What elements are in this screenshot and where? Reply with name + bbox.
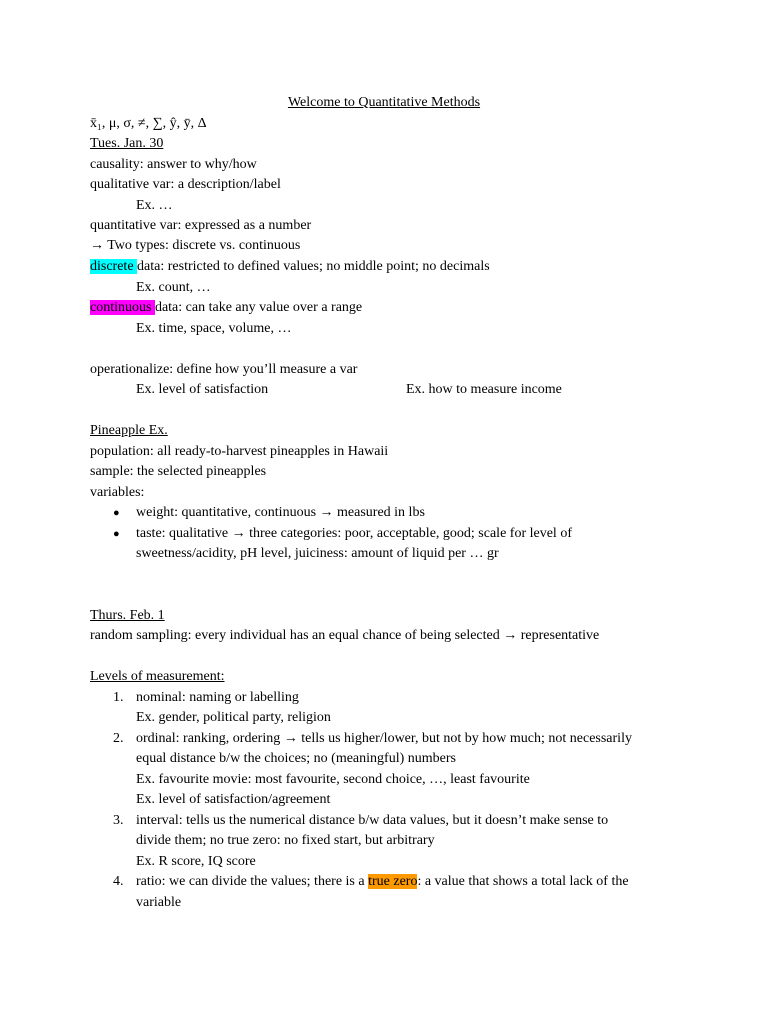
date-heading-feb1: Thurs. Feb. 1 bbox=[90, 608, 165, 623]
ratio-item bbox=[136, 872, 629, 892]
bullet-icon: ● bbox=[113, 528, 120, 540]
causality-line: causality: answer to why/how bbox=[90, 157, 257, 172]
variables-line: variables: bbox=[90, 485, 145, 500]
list-number: 2. bbox=[113, 731, 124, 746]
pineapple-heading: Pineapple Ex. bbox=[90, 423, 168, 438]
operationalize-example-1: Ex. level of satisfaction bbox=[136, 382, 269, 397]
document-title: Welcome to Quantitative Methods bbox=[287, 95, 481, 110]
taste-item: taste: qualitative → three categories: poor, acceptable, good; scale for level of bbox=[136, 526, 572, 541]
nominal-example: Ex. gender, political party, religion bbox=[136, 710, 331, 725]
ratio-item-continued: variable bbox=[136, 895, 182, 910]
continuous-example: Ex. time, space, volume, … bbox=[136, 321, 292, 336]
weight-item: weight: quantitative, continuous → measured in lbs bbox=[136, 505, 425, 520]
ordinal-example-2: Ex. level of satisfaction/agreement bbox=[136, 792, 331, 807]
nominal-item: nominal: naming or labelling bbox=[136, 690, 299, 705]
ordinal-item: ordinal: ranking, ordering → tells us higher/lower, but not by how much; not necessarily bbox=[136, 731, 632, 746]
date-heading-jan30: Tues. Jan. 30 bbox=[90, 136, 164, 151]
interval-example: Ex. R score, IQ score bbox=[136, 854, 256, 869]
interval-item: interval: tells us the numerical distance b/w data values, but it doesn’t make sense to bbox=[136, 813, 609, 828]
symbols-line: x̄₁, μ, σ, ≠, ∑, ŷ, ȳ, Δ bbox=[90, 116, 207, 131]
two-types-line: → Two types: discrete vs. continuous bbox=[90, 238, 301, 253]
levels-heading: Levels of measurement: bbox=[90, 669, 225, 684]
qualitative-line: qualitative var: a description/label bbox=[90, 177, 281, 192]
discrete-highlight: discrete bbox=[90, 259, 138, 274]
ordinal-item-continued: equal distance b/w the choices; no (meaningful) numbers bbox=[136, 751, 456, 766]
bullet-icon: ● bbox=[113, 507, 120, 519]
interval-item-continued: divide them; no true zero: no fixed start, but arbitrary bbox=[136, 833, 435, 848]
ordinal-example-1: Ex. favourite movie: most favourite, second choice, …, least favourite bbox=[136, 772, 530, 787]
population-line: population: all ready-to-harvest pineapples in Hawaii bbox=[90, 444, 389, 459]
sample-line: sample: the selected pineapples bbox=[90, 464, 267, 479]
qualitative-example: Ex. … bbox=[136, 198, 173, 213]
taste-item-continued: sweetness/acidity, pH level, juiciness: amount of liquid per … gr bbox=[136, 546, 499, 561]
true-zero-highlight: true zero bbox=[368, 874, 418, 889]
list-number: 1. bbox=[113, 690, 124, 705]
continuous-highlight: continuous bbox=[90, 300, 155, 315]
continuous-line bbox=[90, 298, 362, 318]
ratio-text-start: ratio: we can divide the values; there is a bbox=[136, 874, 369, 889]
list-number: 3. bbox=[113, 813, 124, 828]
list-number: 4. bbox=[113, 874, 124, 889]
operationalize-example-2: Ex. how to measure income bbox=[406, 382, 562, 397]
discrete-definition: data: restricted to defined values; no middle point; no decimals bbox=[137, 259, 490, 274]
discrete-example: Ex. count, … bbox=[136, 280, 211, 295]
continuous-definition: data: can take any value over a range bbox=[154, 300, 363, 315]
operationalize-line: operationalize: define how you’ll measure a var bbox=[90, 362, 358, 377]
ratio-text-end: : a value that shows a total lack of the bbox=[417, 874, 629, 889]
quantitative-line: quantitative var: expressed as a number bbox=[90, 218, 312, 233]
random-sampling-line: random sampling: every individual has an equal chance of being selected → representative bbox=[90, 628, 600, 643]
discrete-line bbox=[90, 257, 490, 277]
